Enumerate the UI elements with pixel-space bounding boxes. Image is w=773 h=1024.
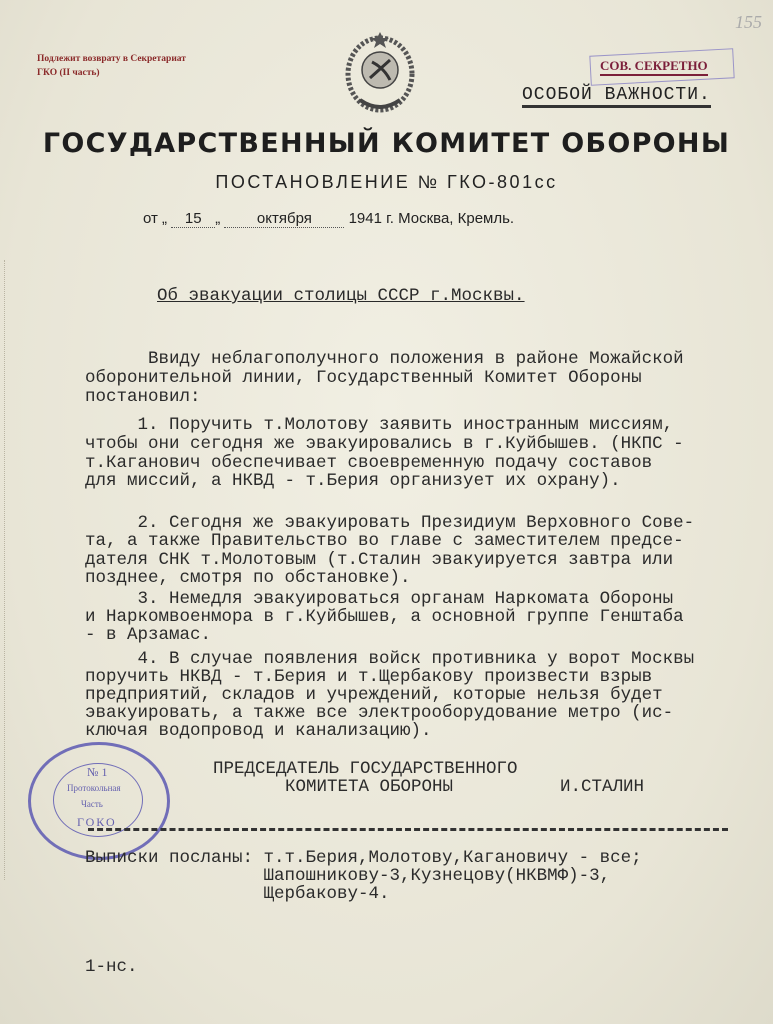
secret-label: СОВ. СЕКРЕТНО — [600, 58, 708, 76]
separator-line — [88, 828, 728, 831]
return-note-line: Подлежит возврату в Секретариат — [37, 54, 186, 64]
document-subject: Об эвакуации столицы СССР г.Москвы. — [157, 286, 525, 306]
signature-title-line: ПРЕДСЕДАТЕЛЬ ГОСУДАРСТВЕННОГО — [213, 759, 518, 779]
distribution-line: Шапошникову-3,Кузнецову(НКВМФ)-3, — [85, 866, 611, 886]
body-line: эвакуировать, а также все электрооборудование метро (ис- — [85, 703, 674, 723]
seal-text: ГОКО — [77, 815, 117, 829]
body-line: поручить НКВД - т.Берия и т.Щербакову произвести взрыв — [85, 667, 653, 687]
body-line: позднее, смотря по обстановке). — [85, 568, 411, 588]
signature-name: И.СТАЛИН — [560, 777, 645, 797]
body-line: Ввиду неблагополучного положения в районе Можайской — [85, 349, 684, 369]
body-line: для миссий, а НКВД - т.Берия организует их охрану). — [85, 471, 621, 491]
date-year-prefix: 194 — [348, 210, 374, 227]
distribution-line: Выписки посланы: т.т.Берия,Молотову,Кагановичу - все; — [85, 848, 642, 868]
body-line: 2. Сегодня же эвакуировать Президиум Верховного Сове- — [85, 513, 695, 533]
footer-code: 1-нс. — [85, 957, 138, 977]
body-line: т.Каганович обеспечивает своевременную подачу составов — [85, 453, 653, 473]
date-year-suffix: 1 — [373, 210, 382, 227]
body-line: постановил: — [85, 387, 201, 407]
body-line: чтобы они сегодня же эвакуировались в г.Куйбышев. (НКПС - — [85, 434, 684, 454]
date-sep: „ — [215, 210, 221, 227]
body-line: та, а также Правительство во главе с заместителем предсе- — [85, 531, 684, 551]
body-line: 3. Немедля эвакуироваться органам Наркомата Обороны — [85, 589, 674, 609]
margin-archive-strip — [4, 260, 15, 880]
return-note-line: ГКО (II часть) — [37, 68, 100, 78]
date-month: октября — [224, 210, 344, 228]
body-line: ключая водопровод и канализацию). — [85, 721, 432, 741]
seal-text: Часть — [81, 799, 103, 809]
body-line: оборонительной линии, Государственный Комитет Обороны — [85, 368, 642, 388]
body-line: предприятий, складов и учреждений, которые нельзя будет — [85, 685, 663, 705]
body-line: и Наркомвоенмора в г.Куйбышев, а основной группе Генштаба — [85, 607, 684, 627]
date-prefix: от „ — [143, 210, 168, 227]
body-line: 4. В случае появления войск противника у ворот Москвы — [85, 649, 695, 669]
distribution-line: Щербакову-4. — [85, 884, 390, 904]
return-note — [37, 52, 186, 80]
document-title: ГОСУДАРСТВЕННЫЙ КОМИТЕТ ОБОРОНЫ — [42, 128, 731, 159]
date-line — [143, 210, 514, 228]
ussr-emblem-icon — [340, 28, 420, 114]
body-line: 1. Поручить т.Молотову заявить иностранным миссиям, — [85, 415, 674, 435]
seal-text: Протокольная — [67, 783, 121, 793]
date-place: г. Москва, Кремль. — [386, 210, 515, 227]
gko-seal — [28, 742, 170, 860]
seal-number: № 1 — [87, 765, 108, 779]
body-line: - в Арзамас. — [85, 625, 212, 645]
decree-number: ПОСТАНОВЛЕНИЕ № ГКО-801сс — [215, 172, 558, 192]
body-line: дателя СНК т.Молотовым (т.Сталин эвакуируется завтра или — [85, 550, 674, 570]
page-number: 155 — [735, 12, 762, 32]
signature-title-line: КОМИТЕТА ОБОРОНЫ — [285, 777, 454, 797]
date-day: 15 — [171, 210, 215, 228]
importance-label: ОСОБОЙ ВАЖНОСТИ. — [522, 85, 711, 108]
